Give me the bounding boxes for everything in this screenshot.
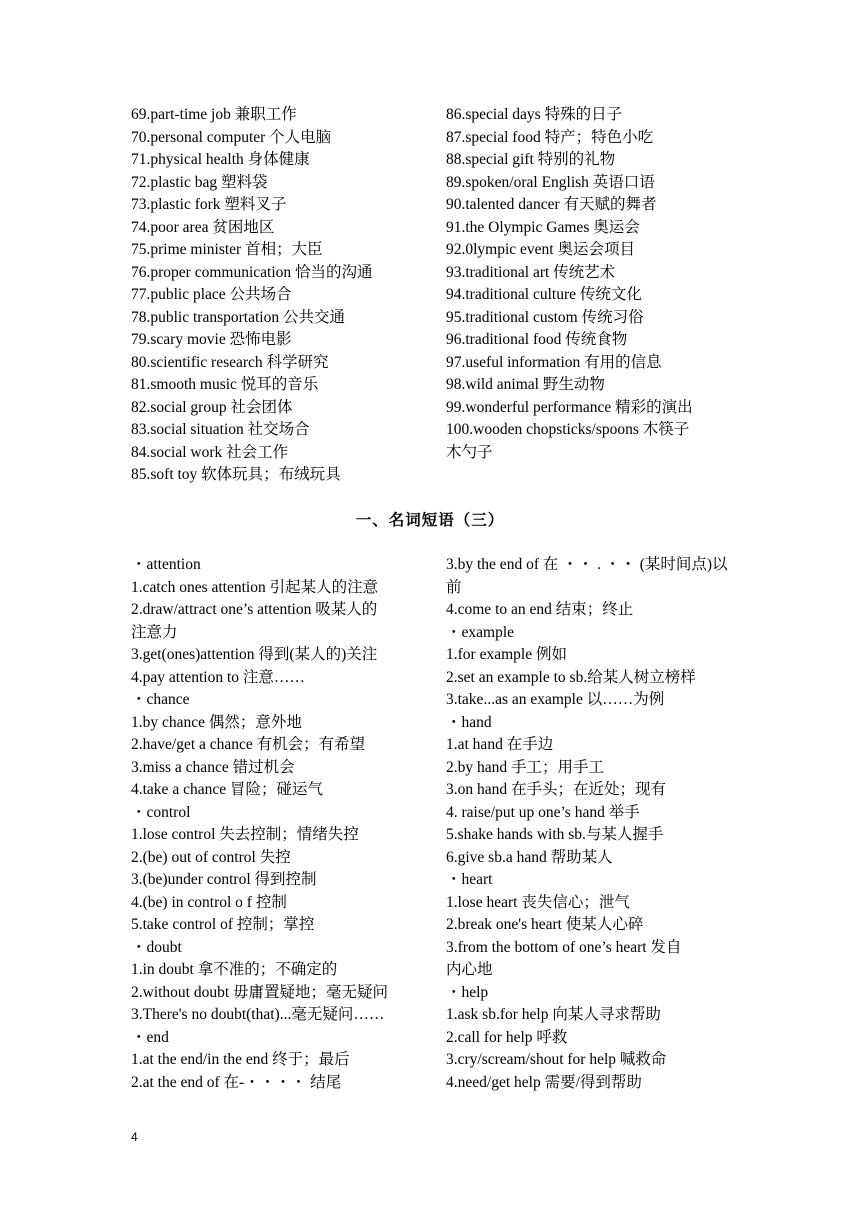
section-title: 一、名词短语（三） xyxy=(355,511,505,529)
vocab-line: 3.(be)under control 得到控制 xyxy=(131,871,317,888)
vocab-line: 3.from the bottom of one’s heart 发自 xyxy=(446,938,682,956)
vocab-line: 94.traditional culture 传统文化 xyxy=(446,286,642,303)
vocab-line: 77.public place 公共场合 xyxy=(131,286,292,303)
vocab-line: 3.get(ones)attention 得到(某人的)关注 xyxy=(131,646,378,663)
vocab-line: 1.at the end/in the end 终于；最后 xyxy=(131,1051,350,1068)
vocab-line: 4.come to an end 结束；终止 xyxy=(446,601,634,618)
vocab-line: 91.the Olympic Games 奥运会 xyxy=(446,218,640,236)
vocab-list-top-left xyxy=(131,104,431,487)
vocab-list-top-right xyxy=(446,104,736,464)
vocab-line: 93.traditional art 传统艺术 xyxy=(446,263,616,281)
vocab-line: 97.useful information 有用的信息 xyxy=(446,353,662,371)
vocab-line: 5.take control of 控制；掌控 xyxy=(131,916,315,933)
vocab-line: 4.need/get help 需要/得到帮助 xyxy=(446,1073,642,1091)
vocab-line: 1.in doubt 拿不准的；不确定的 xyxy=(131,961,338,978)
vocab-line: ・chance xyxy=(131,691,190,708)
vocab-line: 69.part-time job 兼职工作 xyxy=(131,106,297,123)
vocab-line: 1.lose heart 丧失信心；泄气 xyxy=(446,893,630,911)
vocab-line: 89.spoken/oral English 英语口语 xyxy=(446,173,655,191)
vocab-line: 3.There's no doubt(that)...毫无疑问…… xyxy=(131,1006,385,1023)
vocab-line: 72.plastic bag 塑料袋 xyxy=(131,173,268,191)
vocab-line: ・example xyxy=(446,623,515,641)
vocab-line: 5.shake hands with sb.与某人握手 xyxy=(446,826,664,843)
vocab-line: 1.catch ones attention 引起某人的注意 xyxy=(131,578,379,596)
vocab-line: 1.lose control 失去控制；情绪失控 xyxy=(131,826,359,843)
vocab-line: ・doubt xyxy=(131,938,182,956)
vocab-line: 81.smooth music 悦耳的音乐 xyxy=(131,376,319,393)
vocab-line: 1.ask sb.for help 向某人寻求帮助 xyxy=(446,1006,661,1023)
vocab-line: 84.social work 社会工作 xyxy=(131,443,289,461)
vocab-line: 4.(be) in control o f 控制 xyxy=(131,893,287,911)
vocab-line: 83.social situation 社交场合 xyxy=(131,421,310,438)
vocab-line: 70.personal computer 个人电脑 xyxy=(131,128,332,146)
vocab-line: 1.at hand 在手边 xyxy=(446,736,554,753)
vocab-line: 2.at the end of 在-・・・・ 结尾 xyxy=(131,1073,342,1091)
vocab-line: 1.for example 例如 xyxy=(446,646,567,663)
vocab-line: 注意力 xyxy=(131,623,178,641)
vocab-line: 木勺子 xyxy=(446,443,493,461)
vocab-line: 71.physical health 身体健康 xyxy=(131,151,310,168)
vocab-line: 3.on hand 在手头；在近处；现有 xyxy=(446,781,667,798)
vocab-line: 3.by the end of 在 ・・ . ・・ (某时间点)以 xyxy=(446,556,728,573)
vocab-line: 2.break one's heart 使某人心碎 xyxy=(446,916,644,933)
vocab-line: 87.special food 特产；特色小吃 xyxy=(446,128,654,146)
vocab-line: ・end xyxy=(131,1028,169,1046)
vocab-line: 88.special gift 特别的礼物 xyxy=(446,151,616,168)
vocab-line: 前 xyxy=(446,578,462,596)
vocab-line: 2.set an example to sb.给某人树立榜样 xyxy=(446,668,696,686)
vocab-line: 3.cry/scream/shout for help 喊救命 xyxy=(446,1051,667,1068)
vocab-line: 100.wooden chopsticks/spoons 木筷子 xyxy=(446,421,690,438)
vocab-line: 75.prime minister 首相；大臣 xyxy=(131,241,323,258)
vocab-line: 86.special days 特殊的日子 xyxy=(446,106,623,123)
vocab-line: 96.traditional food 传统食物 xyxy=(446,331,628,348)
vocab-line: 2.without doubt 毋庸置疑地；毫无疑问 xyxy=(131,983,389,1001)
vocab-line: 2.call for help 呼救 xyxy=(446,1028,568,1046)
vocab-line: ・control xyxy=(131,803,191,821)
vocab-line: 90.talented dancer 有天赋的舞者 xyxy=(446,196,657,213)
vocab-line: ・attention xyxy=(131,556,201,573)
vocab-line: 3.take...as an example 以……为例 xyxy=(446,691,665,708)
vocab-line: 1.by chance 偶然；意外地 xyxy=(131,713,302,731)
vocab-line: 4.take a chance 冒险；碰运气 xyxy=(131,781,323,798)
vocab-line: ・help xyxy=(446,983,489,1001)
vocab-line: 内心地 xyxy=(446,961,493,978)
vocab-line: 76.proper communication 恰当的沟通 xyxy=(131,263,373,281)
vocab-line: 85.soft toy 软体玩具；布绒玩具 xyxy=(131,466,341,483)
vocab-line: ・heart xyxy=(446,871,493,888)
vocab-line: ・hand xyxy=(446,713,492,731)
vocab-line: 2.have/get a chance 有机会；有希望 xyxy=(131,736,366,753)
vocab-line: 92.0lympic event 奥运会项目 xyxy=(446,241,635,258)
vocab-line: 6.give sb.a hand 帮助某人 xyxy=(446,848,613,866)
vocab-line: 2.by hand 手工；用手工 xyxy=(446,758,605,776)
vocab-line: 79.scary movie 恐怖电影 xyxy=(131,331,292,348)
vocab-line: 2.(be) out of control 失控 xyxy=(131,848,291,866)
vocab-line: 98.wild animal 野生动物 xyxy=(446,376,605,393)
page-number: 4 xyxy=(131,1130,138,1144)
vocab-list-bottom-left xyxy=(131,554,416,1094)
vocab-line: 74.poor area 贫困地区 xyxy=(131,218,275,236)
vocab-list-bottom-right xyxy=(446,554,736,1094)
vocab-line: 4. raise/put up one’s hand 举手 xyxy=(446,803,640,821)
vocab-line: 4.pay attention to 注意…… xyxy=(131,668,305,686)
vocab-line: 2.draw/attract one’s attention 吸某人的 xyxy=(131,601,378,618)
vocab-line: 80.scientific research 科学研究 xyxy=(131,353,329,371)
vocab-line: 3.miss a chance 错过机会 xyxy=(131,758,295,776)
vocab-line: 99.wonderful performance 精彩的演出 xyxy=(446,398,693,416)
vocab-line: 95.traditional custom 传统习俗 xyxy=(446,308,644,326)
vocab-line: 73.plastic fork 塑料叉子 xyxy=(131,196,287,213)
vocab-line: 82.social group 社会团体 xyxy=(131,398,293,416)
vocab-line: 78.public transportation 公共交通 xyxy=(131,308,345,326)
